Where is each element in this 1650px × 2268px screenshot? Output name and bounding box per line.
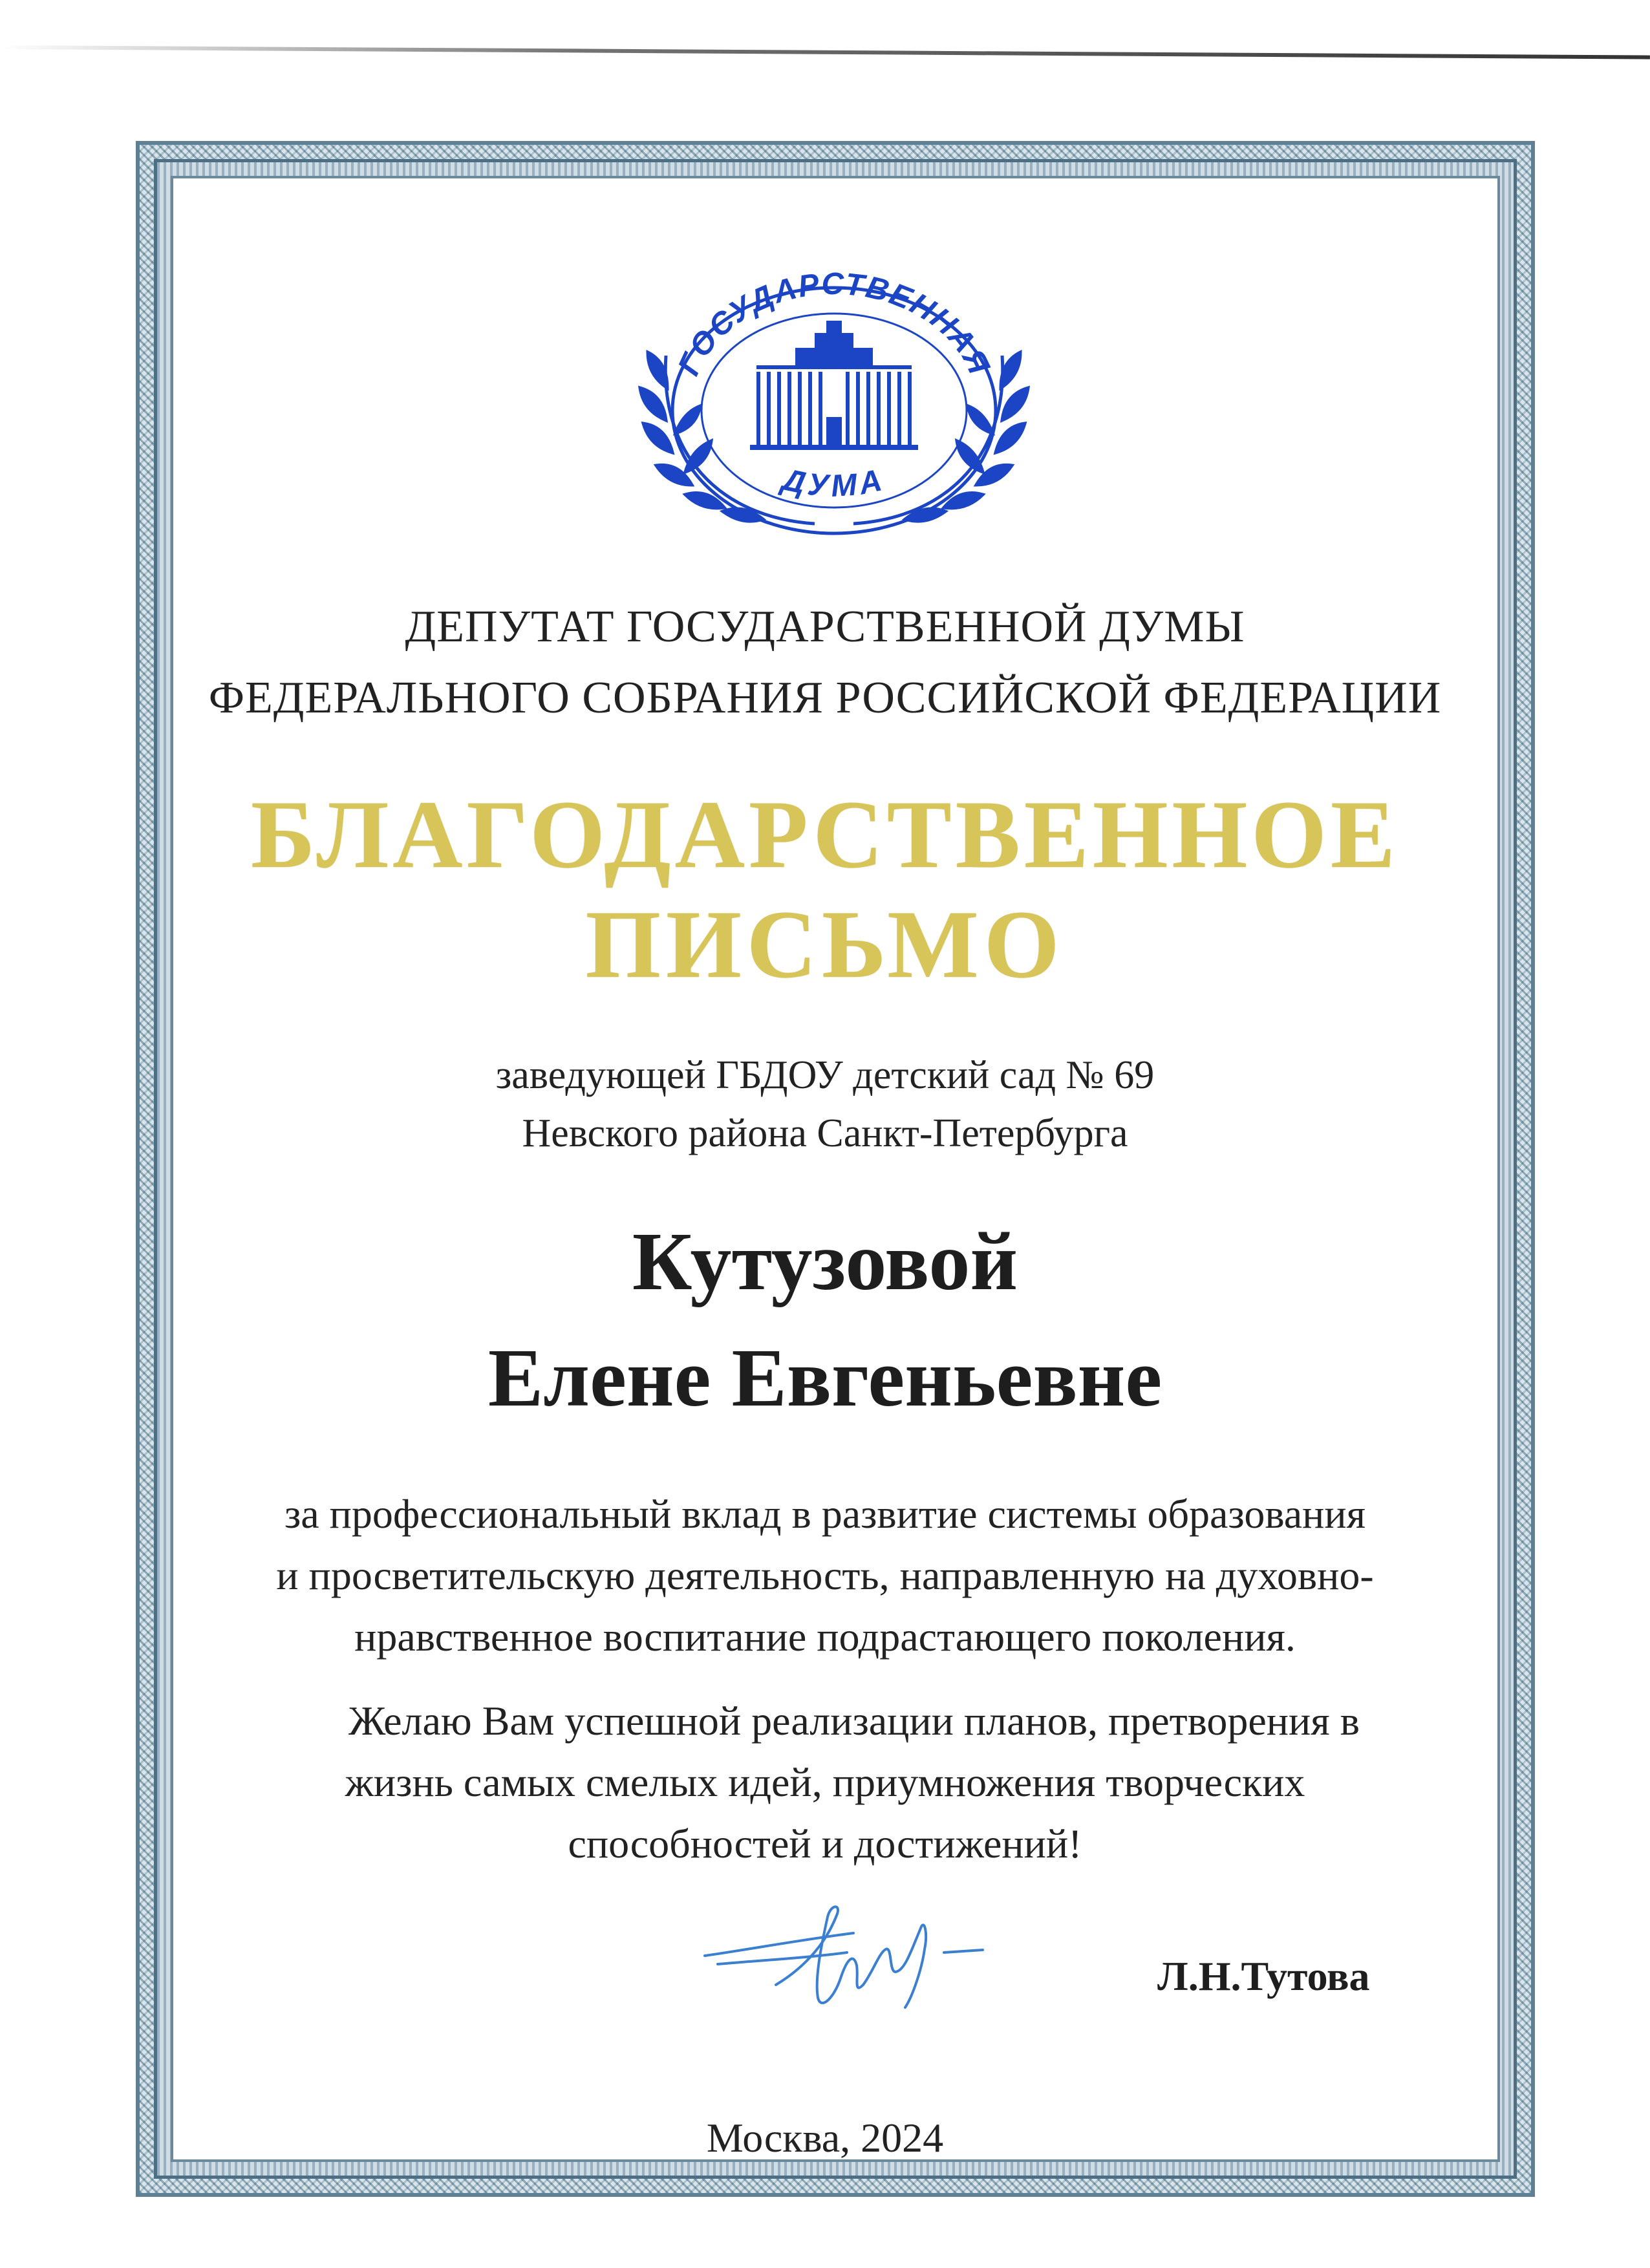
issuer-heading-line-1: ДЕПУТАТ ГОСУДАРСТВЕННОЙ ДУМЫ bbox=[405, 602, 1245, 652]
document-title-line-2: ПИСЬМО bbox=[585, 891, 1065, 998]
emblem-arc-top-text: ГОСУДАРСТВЕННАЯ bbox=[671, 266, 997, 381]
scan-edge-shadow bbox=[0, 45, 1650, 59]
emblem-arc-bottom-text: ДУМА bbox=[779, 462, 889, 504]
wishes-line-1: Желаю Вам успешной реализации планов, претворения в bbox=[348, 1698, 1360, 1744]
recipient-position-line-1: заведующей ГБДОУ детский сад № 69 bbox=[495, 1053, 1155, 1097]
citation-line-3: нравственное воспитание подрастающего поколения. bbox=[354, 1614, 1296, 1660]
place-and-year: Москва, 2024 bbox=[706, 2115, 944, 2161]
handwritten-signature bbox=[698, 1888, 1002, 2024]
citation-line-1: за профессиональный вклад в развитие системы образования bbox=[284, 1491, 1366, 1537]
svg-text:ДУМА bbox=[777, 462, 889, 504]
state-duma-emblem bbox=[621, 259, 1047, 543]
issuer-heading-line-2: ФЕДЕРАЛЬНОГО СОБРАНИЯ РОССИЙСКОЙ ФЕДЕРАЦИИ bbox=[208, 673, 1442, 723]
duma-building-icon bbox=[750, 321, 918, 450]
recipient-given-names: Елене Евгеньевне bbox=[488, 1332, 1162, 1424]
signatory-name: Л.Н.Тутова bbox=[1157, 1953, 1370, 1999]
citation-line-2: и просветительскую деятельность, направленную на духовно- bbox=[276, 1552, 1374, 1598]
recipient-surname: Кутузовой bbox=[632, 1215, 1018, 1307]
wishes-line-3: способностей и достижений! bbox=[568, 1821, 1082, 1867]
document-title-line-1: БЛАГОДАРСТВЕННОЕ bbox=[251, 781, 1399, 888]
wishes-line-2: жизнь самых смелых идей, приумножения творческих bbox=[345, 1759, 1305, 1805]
recipient-position-line-2: Невского района Санкт-Петербурга bbox=[522, 1111, 1128, 1155]
